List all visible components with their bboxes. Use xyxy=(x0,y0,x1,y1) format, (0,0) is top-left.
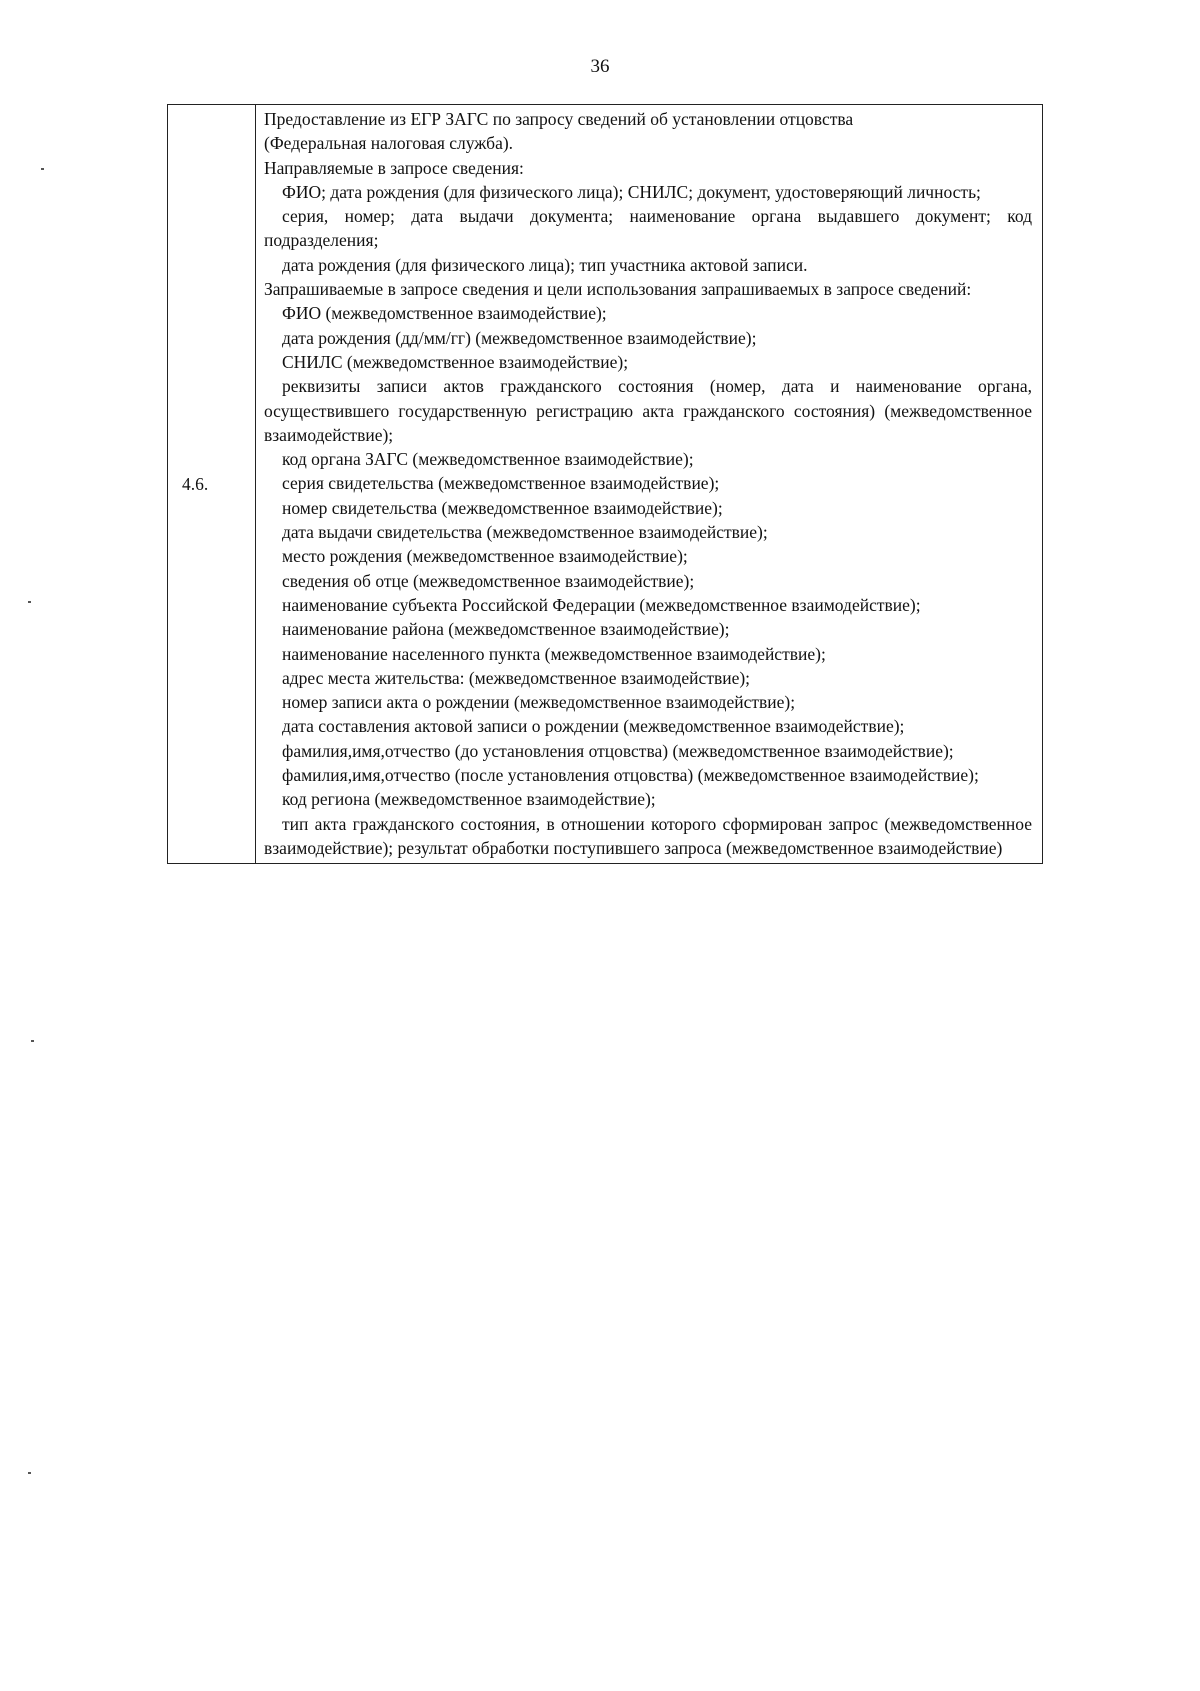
document-table xyxy=(167,104,1043,864)
content-line: СНИЛС (межведомственное взаимодействие); xyxy=(282,351,629,372)
content-line: тип акта гражданского состояния, в отношении которого сформирован запрос (межведомственное взаимодействие); результат обработки поступившего запроса (межведомственное взаимодействие) xyxy=(264,813,1032,858)
content-line: ФИО; дата рождения (для физического лица); СНИЛС; документ, удостоверяющий личность; xyxy=(282,181,981,202)
content-line: сведения об отце (межведомственное взаимодействие); xyxy=(282,570,695,591)
content-line: фамилия,имя,отчество (до установления отцовства) (межведомственное взаимодействие); xyxy=(282,740,954,761)
content-line: код региона (межведомственное взаимодействие); xyxy=(282,789,656,810)
content-line: фамилия,имя,отчество (после установления отцовства) (межведомственное взаимодействие); xyxy=(282,765,979,786)
content-line: наименование субъекта Российской Федерации (межведомственное взаимодействие); xyxy=(282,594,921,615)
content-line: серия, номер; дата выдачи документа; наименование органа выдавшего документ; код подразделения; xyxy=(264,206,1032,251)
content-line: ФИО (межведомственное взаимодействие); xyxy=(282,303,607,324)
content-line: реквизиты записи актов гражданского состояния (номер, дата и наименование органа, осуществившего государственную регистрацию акта гражданского состояния) (межведомственное взаимодействие); xyxy=(264,376,1032,445)
content-line: адрес места жительства: (межведомственное взаимодействие); xyxy=(282,667,751,688)
content-line: дата выдачи свидетельства (межведомственное взаимодействие); xyxy=(282,522,768,543)
content-line: Направляемые в запросе сведения: xyxy=(264,157,524,178)
row-content-cell xyxy=(256,105,1043,864)
content-line: код органа ЗАГС (межведомственное взаимодействие); xyxy=(282,449,694,470)
content-line: дата рождения (для физического лица); тип участника актовой записи. xyxy=(282,254,808,275)
scan-mark xyxy=(41,168,44,170)
content-line: место рождения (межведомственное взаимодействие); xyxy=(282,546,688,567)
row-number: 4.6. xyxy=(168,105,256,864)
content-line: (Федеральная налоговая служба). xyxy=(264,133,514,154)
row-content xyxy=(264,107,1032,860)
scan-mark xyxy=(31,1040,34,1042)
content-line: Предоставление из ЕГР ЗАГС по запросу сведений об установлении отцовства xyxy=(264,109,854,129)
scan-mark xyxy=(28,1472,31,1474)
content-line: наименование района (межведомственное взаимодействие); xyxy=(282,619,730,640)
page-number: 36 xyxy=(590,56,610,77)
table-row xyxy=(168,105,1043,864)
content-line: номер свидетельства (межведомственное взаимодействие); xyxy=(282,497,723,518)
content-line: Запрашиваемые в запросе сведения и цели использования запрашиваемых в запросе сведений: xyxy=(264,279,972,300)
content-line: наименование населенного пункта (межведомственное взаимодействие); xyxy=(282,643,826,664)
content-line: номер записи акта о рождении (межведомственное взаимодействие); xyxy=(282,692,796,713)
content-line: серия свидетельства (межведомственное взаимодействие); xyxy=(282,473,720,494)
scan-mark xyxy=(28,601,31,603)
content-line: дата составления актовой записи о рождении (межведомственное взаимодействие); xyxy=(282,716,905,737)
content-line: дата рождения (дд/мм/гг) (межведомственное взаимодействие); xyxy=(282,327,757,348)
